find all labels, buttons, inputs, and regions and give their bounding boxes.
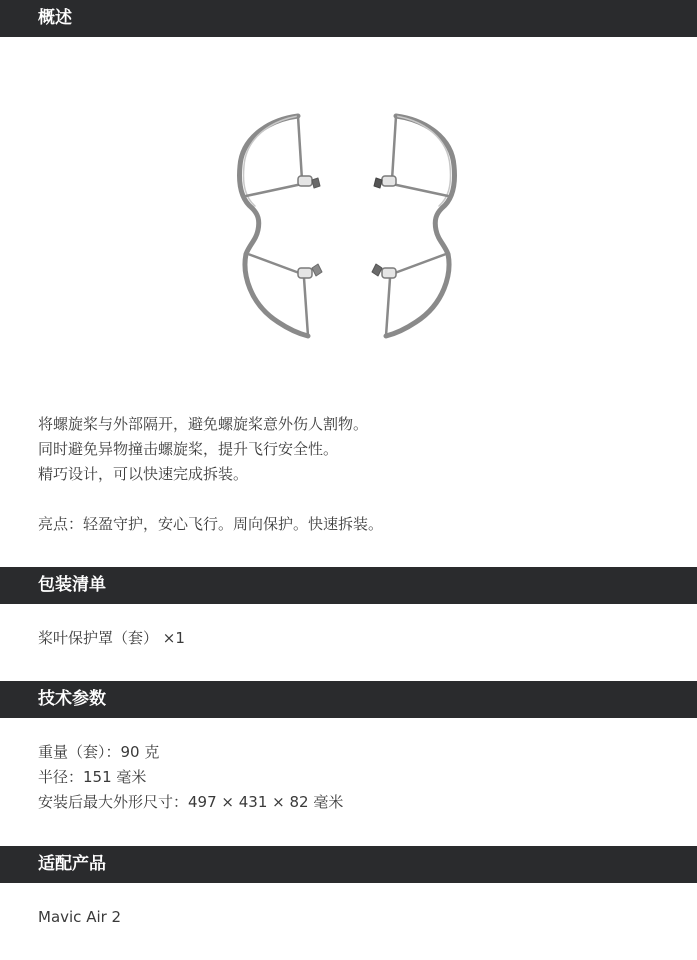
description-line: 同时避免异物撞击螺旋桨，提升飞行安全性。 xyxy=(38,440,339,458)
section-title: 技术参数 xyxy=(38,689,106,709)
section-header-package xyxy=(0,567,697,604)
section-header-compatible xyxy=(0,846,697,883)
specs-list xyxy=(38,740,343,815)
section-title: 包装清单 xyxy=(38,575,106,595)
section-header-overview xyxy=(0,0,697,37)
highlight-line: 亮点：轻盈守护，安心飞行。周向保护。快速拆装。 xyxy=(38,515,384,533)
description-line: 将螺旋桨与外部隔开，避免螺旋桨意外伤人割物。 xyxy=(38,415,369,433)
description-line: 精巧设计，可以快速完成拆装。 xyxy=(38,465,249,483)
package-list xyxy=(38,626,185,651)
compatible-list xyxy=(38,905,121,930)
overview-highlight xyxy=(38,512,383,537)
section-title: 适配产品 xyxy=(38,854,106,874)
spec-item: 安装后最大外形尺寸：497 × 431 × 82 毫米 xyxy=(38,793,344,811)
propeller-guard-image xyxy=(228,108,468,348)
compatible-item: Mavic Air 2 xyxy=(38,908,122,926)
section-title: 概述 xyxy=(38,8,72,28)
section-header-specs xyxy=(0,681,697,718)
spec-item: 半径：151 毫米 xyxy=(38,768,147,786)
overview-description xyxy=(38,412,368,487)
spec-item: 重量（套）：90 克 xyxy=(38,743,160,761)
package-item: 桨叶保护罩（套） ×1 xyxy=(38,629,185,647)
